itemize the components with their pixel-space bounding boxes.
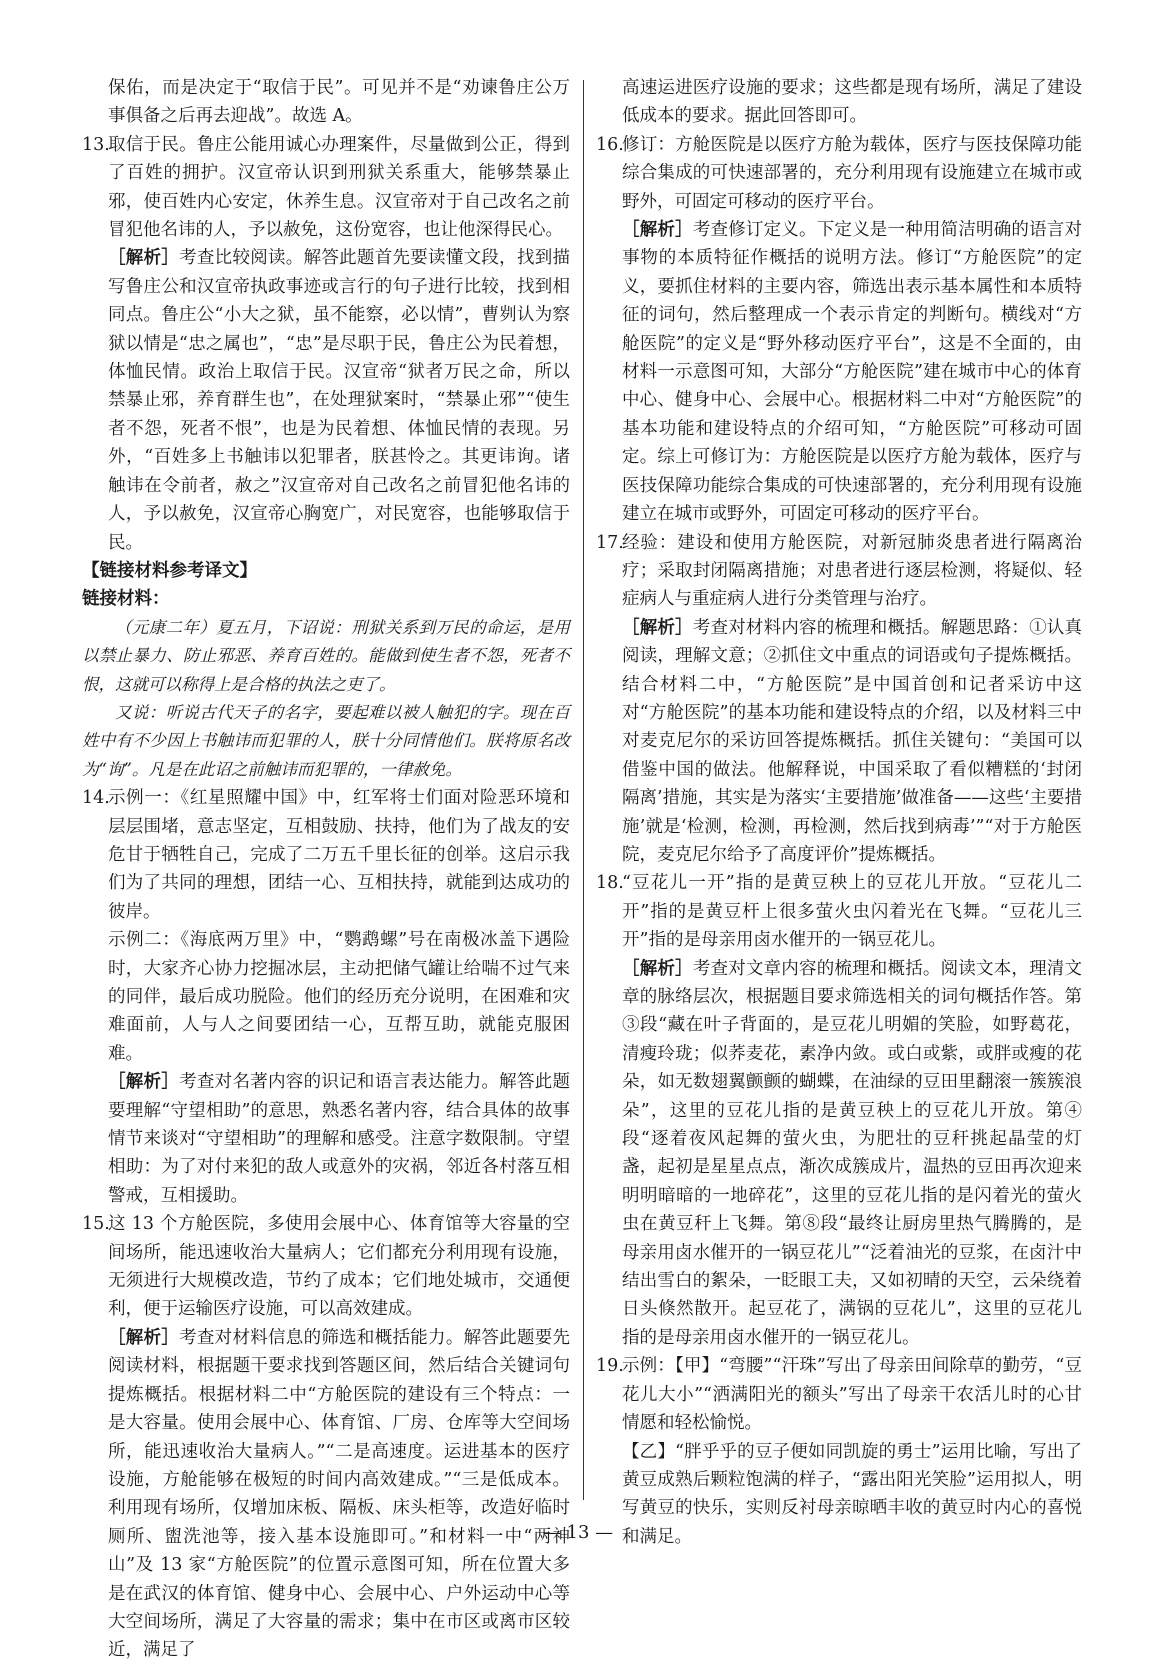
q14-example-2: 示例二：《海底两万里》中，“鹦鹉螺”号在南极冰盖下遇险时，大家齐心协力挖掘冰层，主动把储气罐让给喘不过气来的同伴，最后成功脱险。他们的经历充分说明，在困难和灾难面前，人与人之间要团结一心，互帮互助，就能克服困难。 — [108, 930, 570, 1064]
q17-answer: 经验：建设和使用方舱医院，对新冠肺炎患者进行隔离治疗；采取封闭隔离措施；对患者进行逐层检测，将疑似、轻症病人与重症病人进行分类管理与治疗。 — [622, 532, 1082, 610]
q15-analysis-tag: ［解析］ — [108, 1327, 180, 1348]
q16-analysis-tag: ［解析］ — [622, 220, 693, 241]
link-material-subheading: 链接材料： — [82, 589, 170, 610]
q19-answer-yi: 【乙】“胖乎乎的豆子便如同凯旋的勇士”运用比喻，写出了黄豆成熟后颗粒饱满的样子，“露出阳光笑脸”运用拟人，明写黄豆的快乐，实则反衬母亲晾晒丰收的黄豆时内心的喜悦和满足。 — [622, 1441, 1082, 1547]
q14-analysis-tag: ［解析］ — [108, 1072, 180, 1093]
q18-block — [596, 869, 1082, 1352]
q13-number: 13. — [82, 134, 110, 155]
q16-answer: 修订：方舱医院是以医疗方舱为载体，医疗与医技保障功能综合集成的可快速部署的，充分利用现有设施建立在城市或野外，可固定可移动的医疗平台。 — [622, 134, 1082, 212]
q13-analysis-tag: ［解析］ — [108, 248, 180, 269]
q17-number: 17. — [596, 532, 624, 553]
q14-block — [82, 784, 570, 1210]
q19-answer-jia: 示例：【甲】“弯腰”“汗珠”写出了母亲田间除草的勤劳，“豆花儿大小”“洒满阳光的额头”写出了母亲干农活儿时的心甘情愿和轻松愉悦。 — [622, 1356, 1082, 1434]
q16-number: 16. — [596, 134, 624, 155]
q18-analysis: 考查对文章内容的梳理和概括。阅读文本，理清文章的脉络层次，根据题目要求筛选相关的词句概括作答。第③段“藏在叶子背面的，是豆花儿明媚的笑脸，如野葛花，清瘦玲珑；似荞麦花，素净内敛。或白或紫，或胖或瘦的花朵，如无数翅翼颤颤的蝴蝶，在油绿的豆田里翻滚一簇簇浪朵”，这里的豆花儿指的是黄豆秧上的豆花儿开放。第④段“逐着夜风起舞的萤火虫，为肥壮的豆秆挑起晶莹的灯盏，起初是星星点点，渐次成簇成片，温热的豆田再次迎来明明暗暗的一地碎花”，这里的豆花儿指的是闪着光的萤火虫在黄豆秆上飞舞。第⑧段“最终让厨房里热气腾腾的，是母亲用卤水催开的一锅豆花儿”“泛着油光的豆浆，在卤汁中结出雪白的絮朵，一眨眼工夫，又如初晴的天空，云朵绕着日头倏然散开。起豆花了，满锅的豆花儿”，这里的豆花儿指的是母亲用卤水催开的一锅豆花儿。 — [622, 958, 1083, 1348]
q15-continuation: 高速运进医疗设施的要求；这些都是现有场所，满足了建设低成本的要求。据此回答即可。 — [622, 78, 1082, 127]
q14-example-1: 示例一：《红星照耀中国》中，红军将士们面对险恶环境和层层围堵，意志坚定，互相鼓励、扶持，他们为了战友的安危甘于牺牲自己，完成了二万五千里长征的创举。这启示我们为了共同的理想，团结一心、互相扶持，就能到达成功的彼岸。 — [108, 788, 570, 922]
left-column — [82, 74, 570, 1665]
q16-block — [596, 131, 1082, 529]
q12-continuation: 保佑，而是决定于“取信于民”。可见并不是“劝谏鲁庄公万事俱备之后再去迎战”。故选 A。 — [108, 78, 570, 127]
right-column — [596, 74, 1082, 1551]
q14-number: 14. — [82, 788, 110, 809]
column-divider — [583, 80, 584, 1500]
q15-answer: 这 13 个方舱医院，多使用会展中心、体育馆等大容量的空间场所，能迅速收治大量病人；它们都充分利用现有设施，无须进行大规模改造，节约了成本；它们地处城市，交通便利，便于运输医疗设施，可以高效建成。 — [108, 1214, 570, 1320]
q13-block — [82, 131, 570, 557]
page-number: — 13 — — [542, 1522, 614, 1543]
translation-paragraph-1: （元康二年）夏五月，下诏说：刑狱关系到万民的命运，是用以禁止暴力、防止邪恶、养育百姓的。能做到使生者不怨，死者不恨，这就可以称得上是合格的执法之吏了。 — [82, 617, 570, 694]
q17-block — [596, 529, 1082, 870]
link-material-heading: 【链接材料参考译文】 — [82, 560, 257, 581]
translation-paragraph-2: 又说：听说古代天子的名字，要起难以被人触犯的字。现在百姓中有不少因上书触讳而犯罪的人，朕十分同情他们。朕将原名改为“询”。凡是在此诏之前触讳而犯罪的，一律赦免。 — [82, 702, 570, 779]
q13-answer: 取信于民。鲁庄公能用诚心办理案件，尽量做到公正，得到了百姓的拥护。汉宣帝认识到刑狱关系重大，能够禁暴止邪，使百姓内心安定，休养生息。汉宣帝对于自己改名之前冒犯他名讳的人，予以赦免，这份宽容，也让他深得民心。 — [108, 134, 570, 241]
q18-answer: “豆花儿一开”指的是黄豆秧上的豆花儿开放。“豆花儿二开”指的是黄豆杆上很多萤火虫闪着光在飞舞。“豆花儿三开”指的是母亲用卤水催开的一锅豆花儿。 — [622, 873, 1082, 951]
q16-analysis: 考查修订定义。下定义是一种用简洁明确的语言对事物的本质特征作概括的说明方法。修订“方舱医院”的定义，要抓住材料的主要内容，筛选出表示基本属性和本质特征的词句，然后整理成一个表示肯定的判断句。横线对“方舱医院”的定义是“野外移动医疗平台”，这是不全面的，由材料一示意图可知，大部分“方舱医院”建在城市中心的体育中心、健身中心、会展中心。根据材料二中对“方舱医院”的基本功能和建设特点的介绍可知，“方舱医院”可移动可固定。综上可修订为：方舱医院是以医疗方舱为载体，医疗与医技保障功能综合集成的可快速部署的，充分利用现有设施建立在城市或野外，可固定可移动的医疗平台。 — [622, 220, 1083, 525]
q18-number: 18. — [596, 873, 624, 894]
q13-analysis: 考查比较阅读。解答此题首先要读懂文段，找到描写鲁庄公和汉宣帝执政事迹或言行的句子进行比较，找到相同点。鲁庄公“小大之狱，虽不能察，必以情”，曹刿认为察狱以情是“忠之属也”，“忠”是尽职于民，鲁庄公为民着想，体恤民情。政治上取信于民。汉宣帝“狱者万民之命，所以禁暴止邪，养育群生也”，在处理狱案时，“禁暴止邪”“使生者不怨，死者不恨”，也是为民着想、体恤民情的表现。另外，“百姓多上书触讳以犯罪者，朕甚怜之。其更讳询。诸触讳在令前者，赦之”汉宣帝对自己改名之前冒犯他名讳的人，予以赦免，汉宣帝心胸宽广，对民宽容，也能够取信于民。 — [108, 248, 571, 553]
q19-number: 19. — [596, 1356, 624, 1377]
q15-number: 15. — [82, 1214, 110, 1235]
q15-analysis: 考查对材料信息的筛选和概括能力。解答此题要先阅读材料，根据题干要求找到答题区间，然后结合关键词句提炼概括。根据材料二中“方舱医院的建设有三个特点：一是大容量。使用会展中心、体育馆、厂房、仓库等大空间场所，能迅速收治大量病人。”“二是高速度。运进基本的医疗设施，方舱能够在极短的时间内高效建成。”“三是低成本。利用现有场所，仅增加床板、隔板、床头柜等，改造好临时厕所、盥洗池等，接入基本设施即可。”和材料一中“两神山”及 13 家“方舱医院”的位置示意图可知，所在位置大多是在武汉的体育馆、健身中心、会展中心、户外运动中心等大空间场所，满足了大容量的需求；集中在市区或离市区较近，满足了 — [108, 1327, 571, 1661]
q17-analysis: 考查对材料内容的梳理和概括。解题思路：①认真阅读，理解文意；②抓住文中重点的词语或句子提炼概括。结合材料二中，“方舱医院”是中国首创和记者采访中这对“方舱医院”的基本功能和建设特点的介绍，以及材料三中对麦克尼尔的采访回答提炼概括。抓住关键句：“美国可以借鉴中国的做法。他解释说，中国采取了看似糟糕的‘封闭隔离’措施，其实是为落实‘主要措施’做准备——这些‘主要措施’就是‘检测，检测，再检测，然后找到病毒’”“对于方舱医院，麦克尼尔给予了高度评价”提炼概括。 — [622, 617, 1083, 865]
q15-block — [82, 1210, 570, 1665]
q17-analysis-tag: ［解析］ — [622, 617, 693, 638]
q14-analysis: 考查对名著内容的识记和语言表达能力。解答此题要理解“守望相助”的意思，熟悉名著内容，结合具体的故事情节来谈对“守望相助”的理解和感受。注意字数限制。守望相助：为了对付来犯的敌人或意外的灾祸，邻近各村落互相警戒，互相援助。 — [108, 1072, 571, 1206]
q18-analysis-tag: ［解析］ — [622, 958, 693, 979]
